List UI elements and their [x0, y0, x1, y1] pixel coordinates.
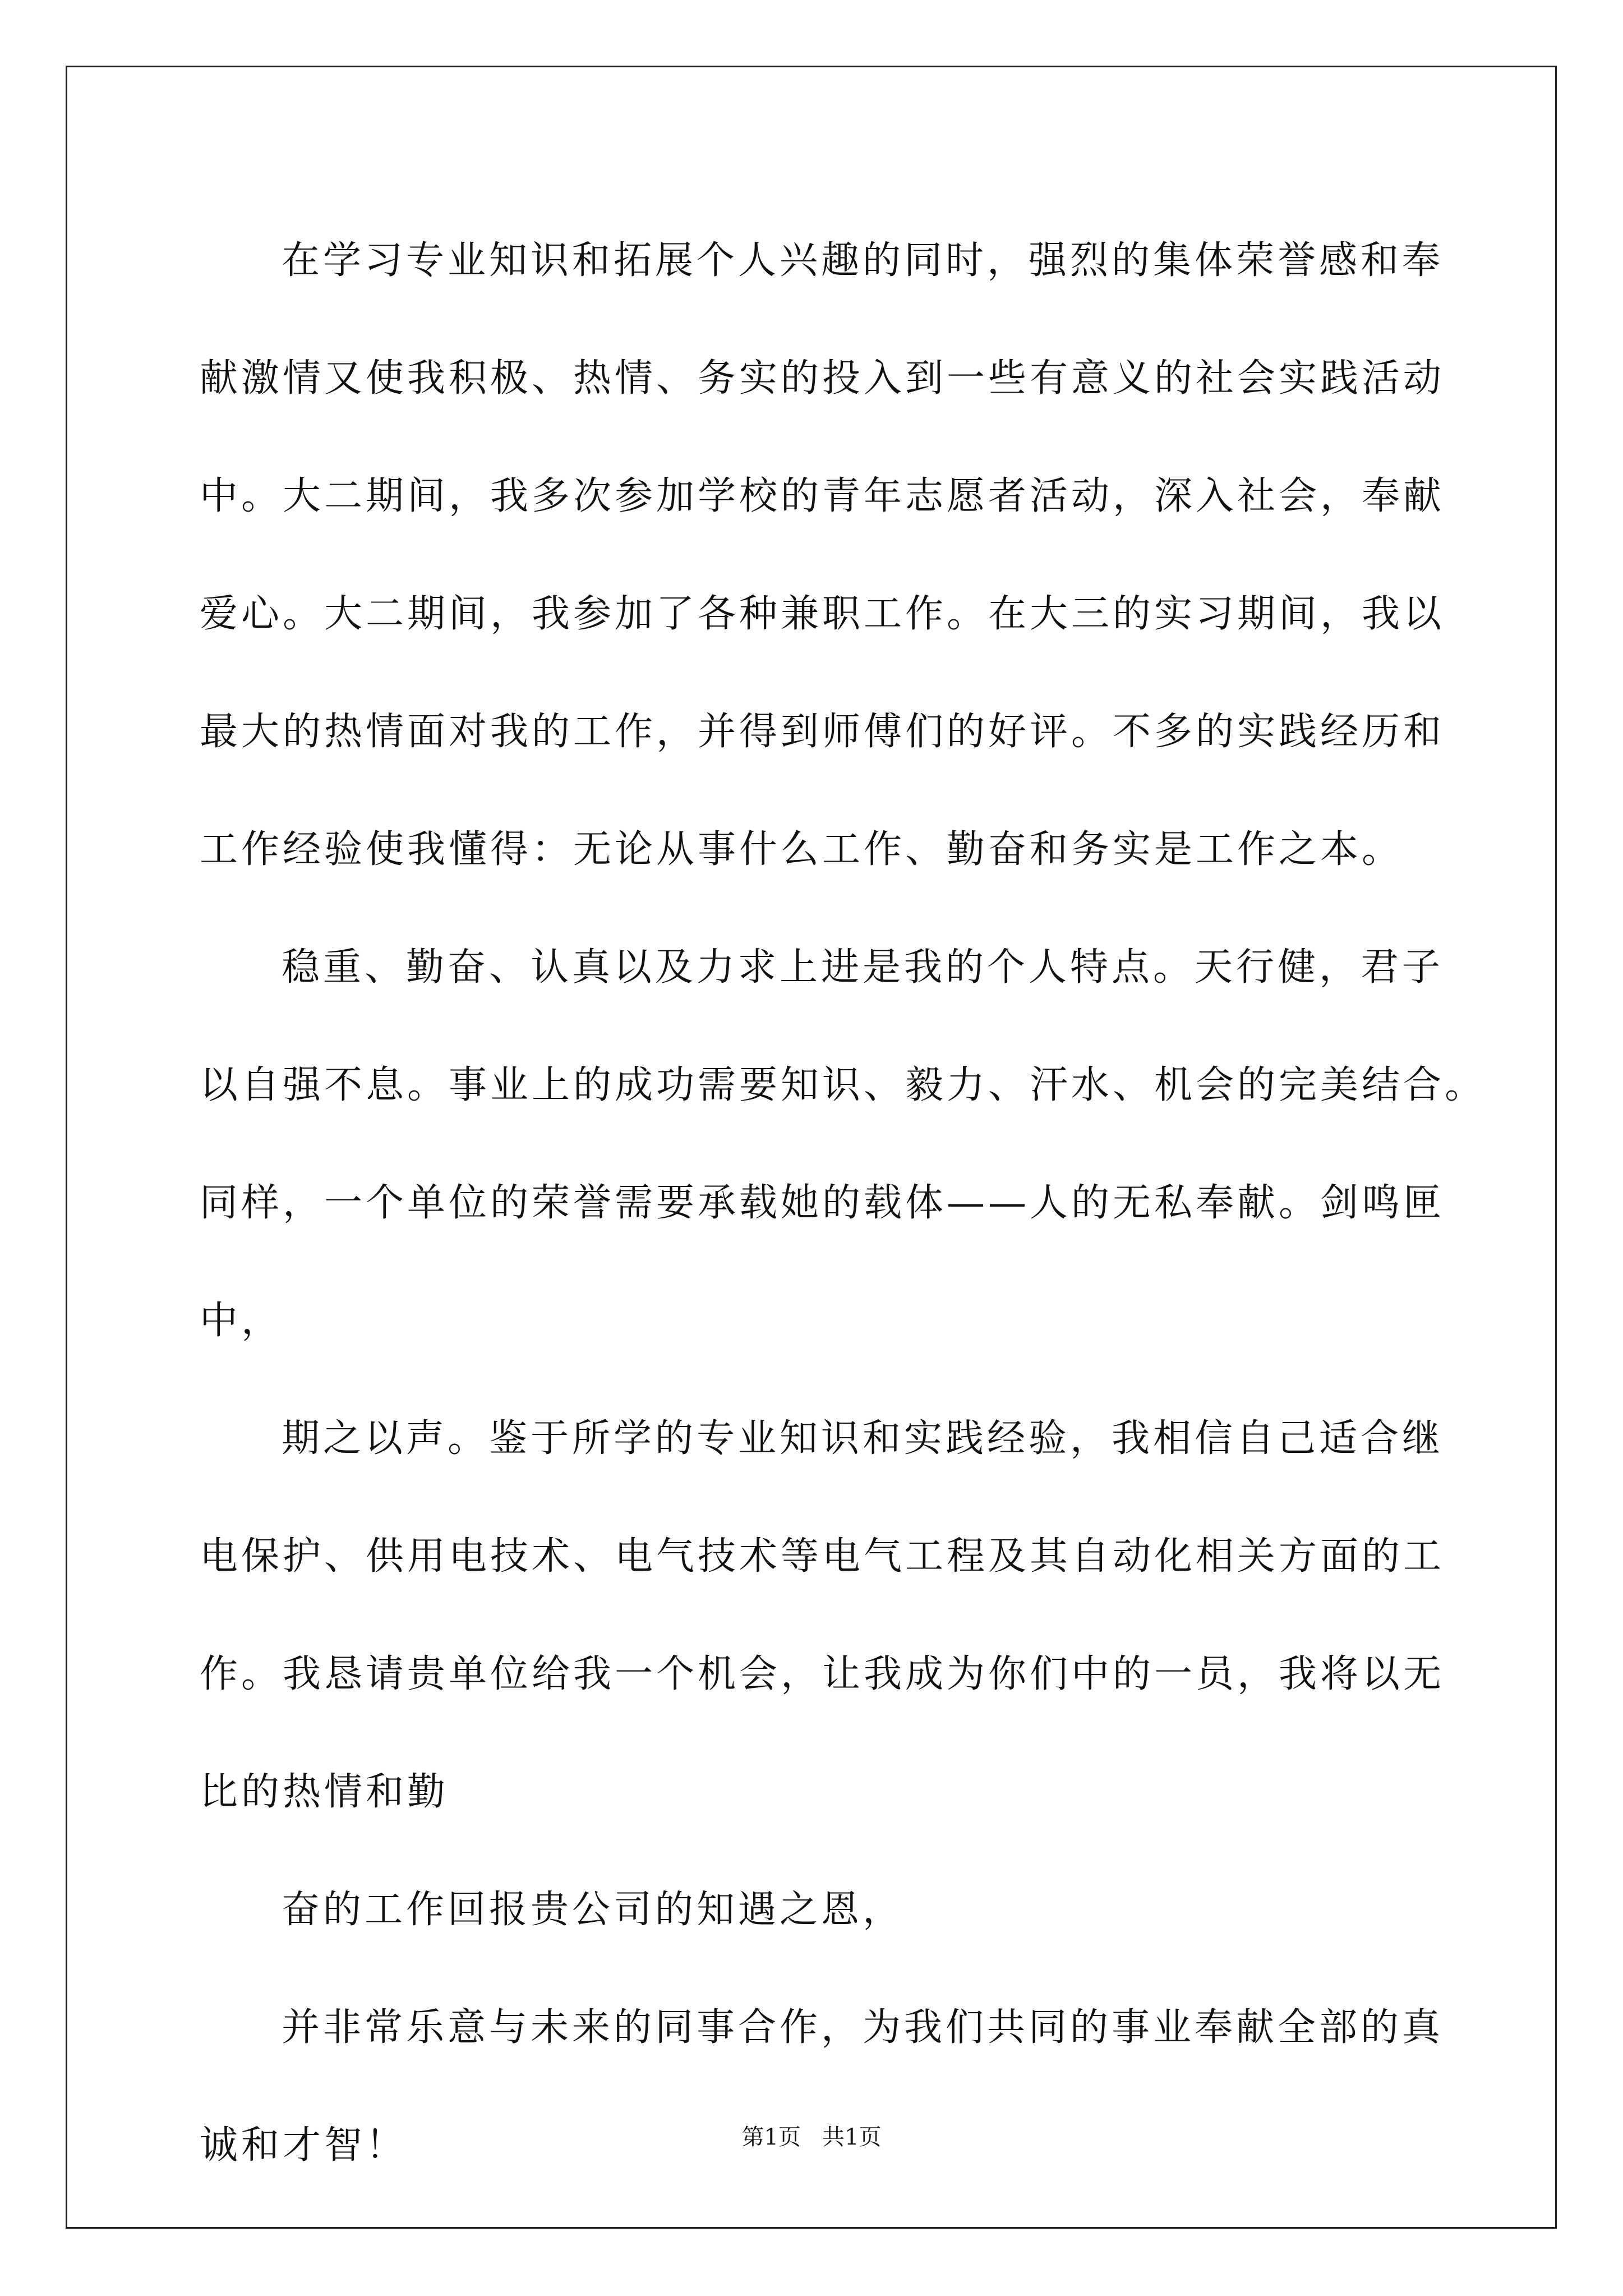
text-line: 工作经验使我懂得：无论从事什么工作、勤奋和务实是工作之本。: [200, 827, 1404, 872]
document-body: [200, 202, 1487, 2205]
text-line: 在学习专业知识和拓展个人兴趣的同时，强烈的集体荣誉感和奉: [282, 238, 1444, 283]
text-line: 诚和才智！: [200, 2123, 408, 2168]
text-line: 并非常乐意与未来的同事合作，为我们共同的事业奉献全部的真: [282, 2005, 1444, 2050]
page-number-footer: 第1页 共1页: [741, 2124, 882, 2150]
text-line: 稳重、勤奋、认真以及力求上进是我的个人特点。天行健，君子: [282, 945, 1444, 990]
text-line: 中。大二期间，我多次参加学校的青年志愿者活动，深入社会，奉献: [200, 474, 1445, 518]
text-line: 最大的热情面对我的工作，并得到师傅们的好评。不多的实践经历和: [200, 710, 1445, 754]
text-line: 献激情又使我积极、热情、务实的投入到一些有意义的社会实践活动: [200, 356, 1445, 401]
text-line: 作。我恳请贵单位给我一个机会，让我成为你们中的一员，我将以无: [200, 1652, 1445, 1696]
text-line: 以自强不息。事业上的成功需要知识、毅力、汗水、机会的完美结合。: [200, 1063, 1487, 1107]
text-line: 中，: [200, 1299, 283, 1343]
text-line: 奋的工作回报贵公司的知遇之恩，: [282, 1888, 905, 1932]
text-line: 爱心。大二期间，我参加了各种兼职工作。在大三的实习期间，我以: [200, 592, 1445, 636]
text-line: 电保护、供用电技术、电气技术等电气工程及其自动化相关方面的工: [200, 1534, 1445, 1579]
text-line: 比的热情和勤: [200, 1770, 449, 1814]
text-line: 同样，一个单位的荣誉需要承载她的载体——人的无私奉献。剑鸣匣: [200, 1181, 1445, 1225]
text-line: 期之以声。鉴于所学的专业知识和实践经验，我相信自己适合继: [282, 1416, 1444, 1461]
